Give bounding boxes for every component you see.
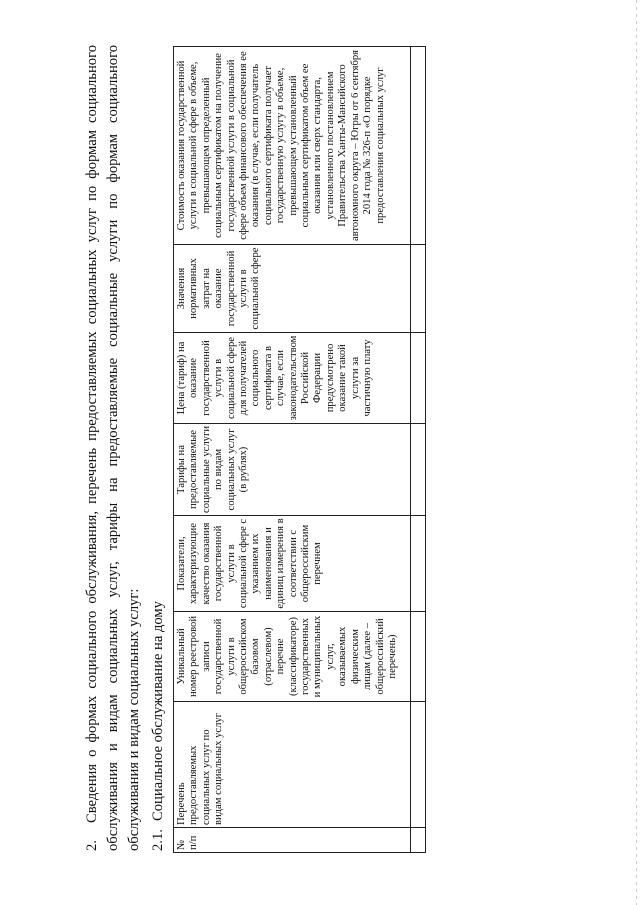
- section-text: Сведения о формах социального обслуживания, перечень предоставляемых социальных услуг по формам социального обслуживания и видам социальных услуг, тарифы на предоставляемые социальные услуги по формам социального обслуживания и видам социальных услуг:: [84, 45, 142, 851]
- column-header: Стоимость оказания государственной услуги в социальной сфере в объеме, превышающем определенный социальным сертификатом на получение государственной услуги в социальной сфере объем финансового обеспечения ее оказания (в случае, если получатель социального сертификата получает государственную услугу в объеме, превышающем установленный социальным сертификатом объем ее оказания или сверх стандарта, установленного постановлением Правительства Ханты-Мансийского автономного округа – Югры от 6 сентября 2014 года № 326-п «О порядке предоставления социальных услуг: [174, 47, 411, 245]
- column-header: Уникальный номер реестровой записи государственной услуги в общероссийском базовом (отраслевом) перечне (классификаторе) государственных и муниципальных услуг, оказываемых физическим лицам (далее – общероссийский перечень): [174, 612, 411, 702]
- column-header: Тарифы на предоставляемые социальные услуги по видам социальных услуг (в рублях): [174, 424, 411, 516]
- column-header: Цена (тариф) на оказание государственной услуги в социальной сфере для получателей социального сертификата в случае, если законодательством Российской Федерации предусмотрено оказание такой услуги за частичную плату: [174, 333, 411, 424]
- subsection-title: Социальное обслуживание на дому: [150, 601, 166, 821]
- table-row: [411, 47, 426, 853]
- column-header: Показатели, характеризующие качество оказания государственной услуги в социальной сфере с указанием их наименования и единиц измерения в соответствии с общероссийским перечнем: [174, 516, 411, 612]
- column-header: Значения нормативных затрат на оказание государственной услуги в социальной сфере: [174, 245, 411, 333]
- services-table: [173, 46, 426, 853]
- section-2-intro: [82, 45, 145, 851]
- subsection-heading: [150, 601, 167, 851]
- section-number: 2.: [84, 840, 100, 851]
- table-header-row: [174, 47, 411, 853]
- column-header: № п/п: [174, 828, 411, 853]
- column-header: Перечень предоставляемых социальных услуг по видам социальных услуг: [174, 702, 411, 828]
- subsection-number: 2.1.: [150, 829, 166, 851]
